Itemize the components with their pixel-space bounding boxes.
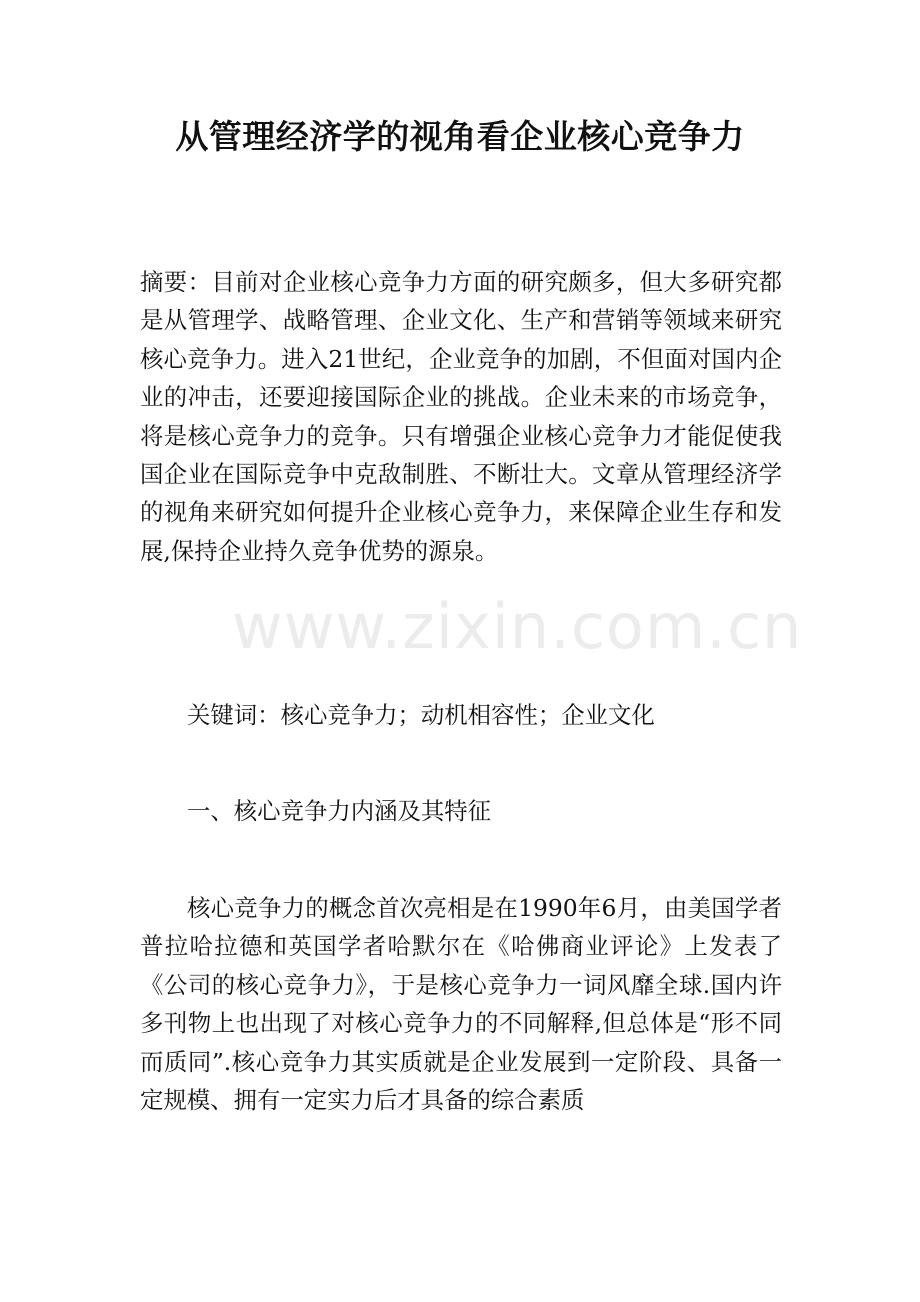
body-paragraph: 核心竞争力的概念首次亮相是在1990年6月，由美国学者普拉哈拉德和英国学者哈默尔在《哈佛商业评论》上发表了《公司的核心竞争力》，于是核心竞争力一词风靡全球.国内许多刊物上也出现了对核心竞争力的不同解释,但总体是“形不同而质同”.核心竞争力其实质就是企业发展到一定阶段、具备一定规模、拥有一定实力后才具备的综合素质 [140,894,782,1115]
abstract-paragraph: 摘要：目前对企业核心竞争力方面的研究颇多，但大多研究都是从管理学、战略管理、企业文化、生产和营销等领域来研究核心竞争力。进入21世纪，企业竞争的加剧，不但面对国内企业的冲击，还要迎接国际企业的挑战。企业未来的市场竞争，将是核心竞争力的竞争。只有增强企业核心竞争力才能促使我国企业在国际竞争中克敌制胜、不断壮大。文章从管理经济学的视角来研究如何提升企业核心竞争力，来保障企业生存和发展,保持企业持久竞争优势的源泉。 [140,268,782,565]
document-title: 从管理经济学的视角看企业核心竞争力 [175,117,745,156]
section-heading: 一、核心竞争力内涵及其特征 [187,797,492,825]
keywords-line: 关键词：核心竞争力；动机相容性；企业文化 [187,701,655,729]
watermark: www.zixin.com.cn [232,590,803,663]
